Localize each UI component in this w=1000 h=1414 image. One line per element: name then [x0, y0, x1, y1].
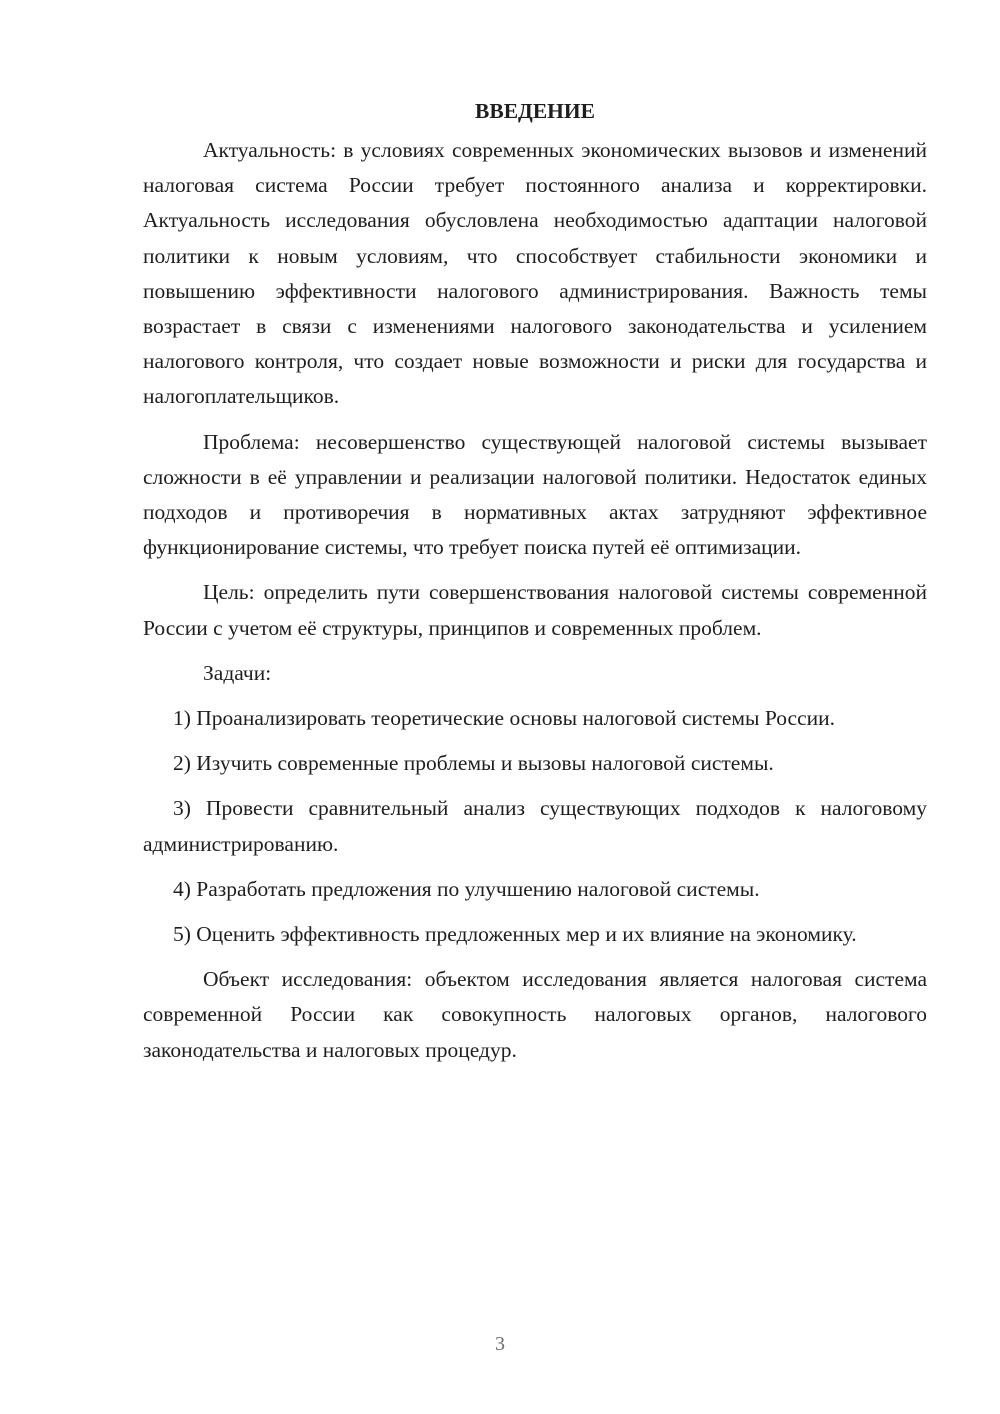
page-number: 3 — [495, 1333, 505, 1355]
paragraph-object: Объект исследования: объектом исследования является налоговая система современной России как совокупность налоговых органов, налогового законодательства и налоговых процедур. — [143, 967, 927, 1062]
task-item-4: 4) Разработать предложения по улучшению налоговой системы. — [173, 876, 760, 901]
task-item-1: 1) Проанализировать теоретические основы налоговой системы России. — [173, 706, 836, 731]
task-item-3: 3) Провести сравнительный анализ существующих подходов к налоговому администрированию. — [143, 796, 927, 856]
task-item-2: 2) Изучить современные проблемы и вызовы налоговой системы. — [173, 751, 774, 776]
paragraph-problem: Проблема: несовершенство существующей налоговой системы вызывает сложности в её управлении и реализации налоговой политики. Недостаток единых подходов и противоречия в нормативных актах затрудняют эффективное функционирование системы, что требует поиска путей её оптимизации. — [143, 429, 927, 560]
paragraph-tasks-heading: Задачи: — [203, 660, 272, 685]
section-title: ВВЕДЕНИЕ — [475, 99, 595, 123]
task-item-5: 5) Оценить эффективность предложенных мер и их влияние на экономику. — [173, 922, 857, 947]
paragraph-relevance: Актуальность: в условиях современных экономических вызовов и изменений налоговая система России требует постоянного анализа и корректировки. Актуальность исследования обусловлена необходимостью адаптации налоговой политики к новым условиям, что способствует стабильности экономики и повышению эффективности налогового администрирования. Важность темы возрастает в связи с изменениями налогового законодательства и усилением налогового контроля, что создает новые возможности и риски для государства и налогоплательщиков. — [143, 138, 927, 409]
paragraph-goal: Цель: определить пути совершенствования налоговой системы современной России с учетом её структуры, принципов и современных проблем. — [143, 580, 927, 640]
page-content — [143, 93, 927, 1078]
